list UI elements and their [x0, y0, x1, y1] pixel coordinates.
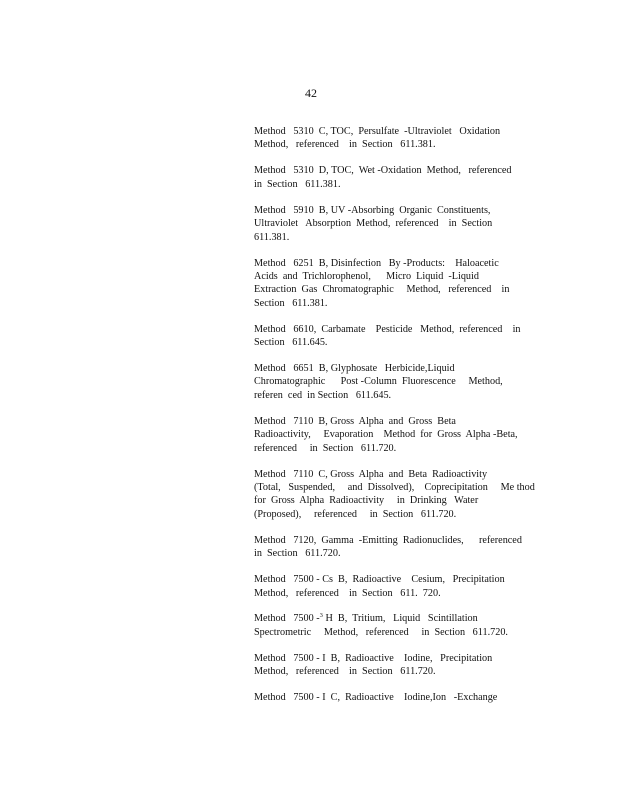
paragraph-line: Acids and Trichlorophenol, Micro Liquid -Liquid [254, 270, 479, 282]
paragraph-line: Section 611.645. [254, 337, 328, 349]
paragraph-line: 611.381. [254, 231, 290, 243]
paragraph-line: (Proposed), referenced in Section 611.720. [254, 508, 457, 520]
method-reference-paragraph [254, 612, 544, 639]
paragraph-line: Method, referenced in Section 611.720. [254, 666, 436, 678]
paragraph-line: Method, referenced in Section 611.381. [254, 139, 436, 151]
paragraph-line [254, 612, 544, 625]
method-list [254, 125, 544, 717]
paragraph-line: for Gross Alpha Radioactivity in Drinking Water [254, 495, 479, 507]
line-text-before-superscript: Method 7500 - [254, 613, 320, 625]
paragraph-line: Method 6651 B, Glyphosate Herbicide,Liquid [254, 363, 455, 375]
paragraph-line: Method 7500 - Cs B, Radioactive Cesium, Precipitation [254, 574, 505, 586]
paragraph-line: Method 5910 B, UV -Absorbing Organic Constituents, [254, 204, 491, 216]
paragraph-line: Radioactivity, Evaporation Method for Gross Alpha -Beta, [254, 429, 518, 441]
paragraph-line: Method 6610, Carbamate Pesticide Method, referenced in [254, 323, 521, 335]
paragraph-line: in Section 611.720. [254, 548, 341, 560]
paragraph-line: Method, referenced in Section 611. 720. [254, 587, 441, 599]
paragraph-line: Spectrometric Method, referenced in Section 611.720. [254, 626, 508, 638]
paragraph-line: Method 5310 C, TOC, Persulfate -Ultraviolet Oxidation [254, 126, 501, 137]
paragraph-line: Method 7500 - I C, Radioactive Iodine,Ion -Exchange [254, 692, 498, 704]
method-reference-paragraph [254, 204, 544, 244]
line-text-after-superscript: H B, Tritium, Liquid Scintillation [322, 613, 478, 625]
method-reference-paragraph [254, 468, 544, 522]
paragraph-line: in Section 611.381. [254, 178, 341, 190]
paragraph-line: Method 5310 D, TOC, Wet -Oxidation Method, referenced [254, 165, 512, 177]
page-number: 42 [305, 86, 317, 100]
paragraph-line: Section 611.381. [254, 297, 328, 309]
paragraph-line: Extraction Gas Chromatographic Method, referenced in [254, 284, 510, 296]
paragraph-line: Method 7110 C, Gross Alpha and Beta Radioactivity [254, 468, 488, 480]
paragraph-line: Ultraviolet Absorption Method, referenced in Section [254, 218, 493, 230]
method-reference-paragraph [254, 164, 544, 191]
method-reference-paragraph [254, 125, 544, 152]
paragraph-line: (Total, Suspended, and Dissolved), Coprecipitation Me thod [254, 481, 535, 493]
method-reference-paragraph [254, 362, 544, 402]
method-reference-paragraph [254, 415, 544, 455]
paragraph-line: Method 7500 - I B, Radioactive Iodine, Precipitation [254, 652, 493, 664]
isotope-superscript: 3 [319, 612, 323, 620]
method-reference-paragraph [254, 257, 544, 311]
method-reference-paragraph [254, 573, 544, 600]
paragraph-line: Chromatographic Post -Column Fluorescence Method, [254, 376, 503, 388]
paragraph-line: Method 6251 B, Disinfection By -Products: Haloacetic [254, 257, 499, 269]
method-reference-paragraph [254, 652, 544, 679]
method-reference-paragraph [254, 691, 544, 704]
paragraph-line: Method 7120, Gamma -Emitting Radionuclides, referenced [254, 534, 522, 546]
paragraph-line: Method 7110 B, Gross Alpha and Gross Beta [254, 415, 456, 427]
method-reference-paragraph [254, 323, 544, 350]
method-reference-paragraph [254, 534, 544, 561]
paragraph-line: referenced in Section 611.720. [254, 442, 397, 454]
paragraph-line: referen ced in Section 611.645. [254, 389, 392, 401]
